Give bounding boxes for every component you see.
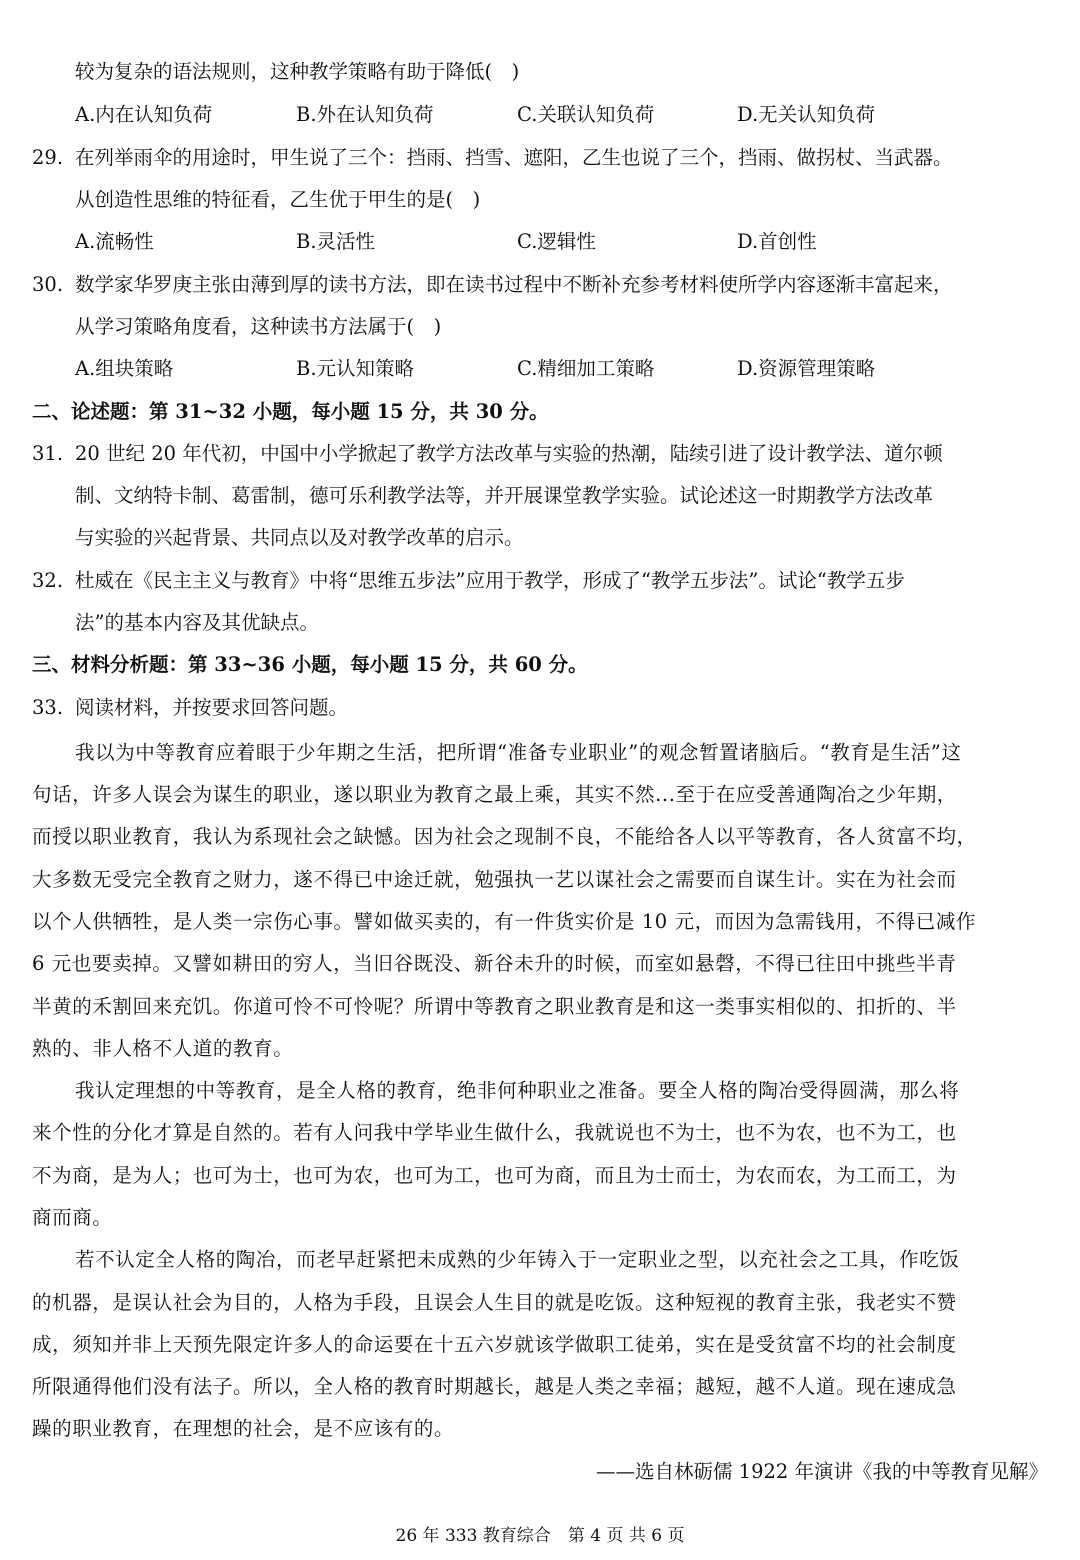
q31-number: 31. xyxy=(32,442,64,465)
q28-option-d: D.无关认知负荷 xyxy=(737,103,876,126)
q29-option-d: D.首创性 xyxy=(737,230,817,253)
material-line: 的机器，是误认社会为目的，人格为手段，且误会人生目的就是吃饭。这种短视的教育主张，我老实不赞 xyxy=(32,1291,957,1314)
q30-text-2: 从学习策略角度看，这种读书方法属于( ) xyxy=(75,315,442,338)
q29-option-a: A.流畅性 xyxy=(75,230,154,253)
q29-option-c: C.逻辑性 xyxy=(517,230,596,253)
q29-number: 29. xyxy=(32,146,64,169)
q29-text-2: 从创造性思维的特征看，乙生优于甲生的是( ) xyxy=(75,188,481,211)
material-line: 若不认定全人格的陶冶，而老早赶紧把未成熟的少年铸入于一定职业之型，以充社会之工具，作吃饭 xyxy=(75,1248,960,1271)
q30-text-1: 数学家华罗庚主张由薄到厚的读书方法，即在读书过程中不断补充参考材料使所学内容逐渐丰富起来， xyxy=(75,273,953,296)
q30-option-b: B.元认知策略 xyxy=(296,357,415,380)
material-line: 来个性的分化才算是自然的。若有人问我中学毕业生做什么，我就说也不为士，也不为农，也不为工，也 xyxy=(32,1121,957,1144)
material-line: 躁的职业教育，在理想的社会，是不应该有的。 xyxy=(32,1417,455,1440)
material-line: 我以为中等教育应着眼于少年期之生活，把所谓“准备专业职业”的观念暂置诸脑后。“教育是生活”这 xyxy=(75,741,962,764)
q32-number: 32. xyxy=(32,569,64,592)
section-2-title: 二、论述题：第 31~32 小题，每小题 15 分，共 30 分。 xyxy=(32,400,549,423)
q28-option-a: A.内在认知负荷 xyxy=(75,103,213,126)
q30-number: 30. xyxy=(32,273,64,296)
page-footer: 26 年 333 教育综合 第 4 页 共 6 页 xyxy=(395,1526,685,1546)
q32-text-2: 法”的基本内容及其优缺点。 xyxy=(75,611,319,634)
material-line: 而授以职业教育，我认为系现社会之缺憾。因为社会之现制不良，不能给各人以平等教育，各人贫富不均， xyxy=(32,825,977,848)
q32-text-1: 杜威在《民主主义与教育》中将“思维五步法”应用于教学，形成了“教学五步法”。试论“教学五步 xyxy=(75,569,905,592)
q28-option-c: C.关联认知负荷 xyxy=(517,103,655,126)
q30-option-d: D.资源管理策略 xyxy=(737,357,876,380)
material-line: 以个人供牺牲，是人类一宗伤心事。譬如做买卖的，有一件货实价是 10 元，而因为急需钱用，不得已减作 xyxy=(32,910,977,933)
material-line: 大多数无受完全教育之财力，遂不得已中途迁就，勉强执一艺以谋社会之需要而自谋生计。实在为社会而 xyxy=(32,868,957,891)
q33-number: 33. xyxy=(32,696,64,719)
section-3-title: 三、材料分析题：第 33~36 小题，每小题 15 分，共 60 分。 xyxy=(32,653,588,676)
q30-option-a: A.组块策略 xyxy=(75,357,174,380)
q31-text-2: 制、文纳特卡制、葛雷制，德可乐利教学法等，并开展课堂教学实验。试论述这一时期教学方法改革 xyxy=(75,484,934,507)
q29-text-1: 在列举雨伞的用途时，甲生说了三个：挡雨、挡雪、遮阳，乙生也说了三个，挡雨、做拐杖、当武器。 xyxy=(75,146,953,169)
q28-stem-text: 较为复杂的语法规则，这种教学策略有助于降低( ) xyxy=(75,60,520,83)
q33-text-1: 阅读材料，并按要求回答问题。 xyxy=(75,696,349,719)
material-line: 熟的、非人格不人道的教育。 xyxy=(32,1037,294,1060)
material-source: ——选自林砺儒 1922 年演讲《我的中等教育见解》 xyxy=(595,1460,1048,1483)
material-line: 半黄的禾割回来充饥。你道可怜不可怜呢？所谓中等教育之职业教育是和这一类事实相似的、扣折的、半 xyxy=(32,995,957,1018)
q31-text-1: 20 世纪 20 年代初，中国中小学掀起了教学方法改革与实验的热潮，陆续引进了设计教学法、道尔顿 xyxy=(75,442,943,465)
material-line: 所限通得他们没有法子。所以，全人格的教育时期越长，越是人类之幸福；越短，越不人道。现在速成急 xyxy=(32,1375,957,1398)
material-line: 我认定理想的中等教育，是全人格的教育，绝非何种职业之准备。要全人格的陶冶受得圆满，那么将 xyxy=(75,1079,960,1102)
material-line: 不为商，是为人；也可为士，也可为农，也可为工，也可为商，而且为士而士，为农而农，为工而工，为 xyxy=(32,1164,957,1187)
material-line: 成，须知并非上天预先限定许多人的命运要在十五六岁就该学做职工徒弟，实在是受贫富不均的社会制度 xyxy=(32,1333,957,1356)
material-line: 商而商。 xyxy=(32,1206,113,1229)
q31-text-3: 与实验的兴起背景、共同点以及对教学改革的启示。 xyxy=(75,526,524,549)
material-line: 句话，许多人误会为谋生的职业，遂以职业为教育之最上乘，其实不然...至于在应受善通陶冶之少年期， xyxy=(32,783,957,806)
material-line: 6 元也要卖掉。又譬如耕田的穷人，当旧谷既没、新谷未升的时候，而室如悬磬，不得已往田中挑些半青 xyxy=(32,952,957,975)
q28-option-b: B.外在认知负荷 xyxy=(296,103,434,126)
q30-option-c: C.精细加工策略 xyxy=(517,357,655,380)
q29-option-b: B.灵活性 xyxy=(296,230,376,253)
